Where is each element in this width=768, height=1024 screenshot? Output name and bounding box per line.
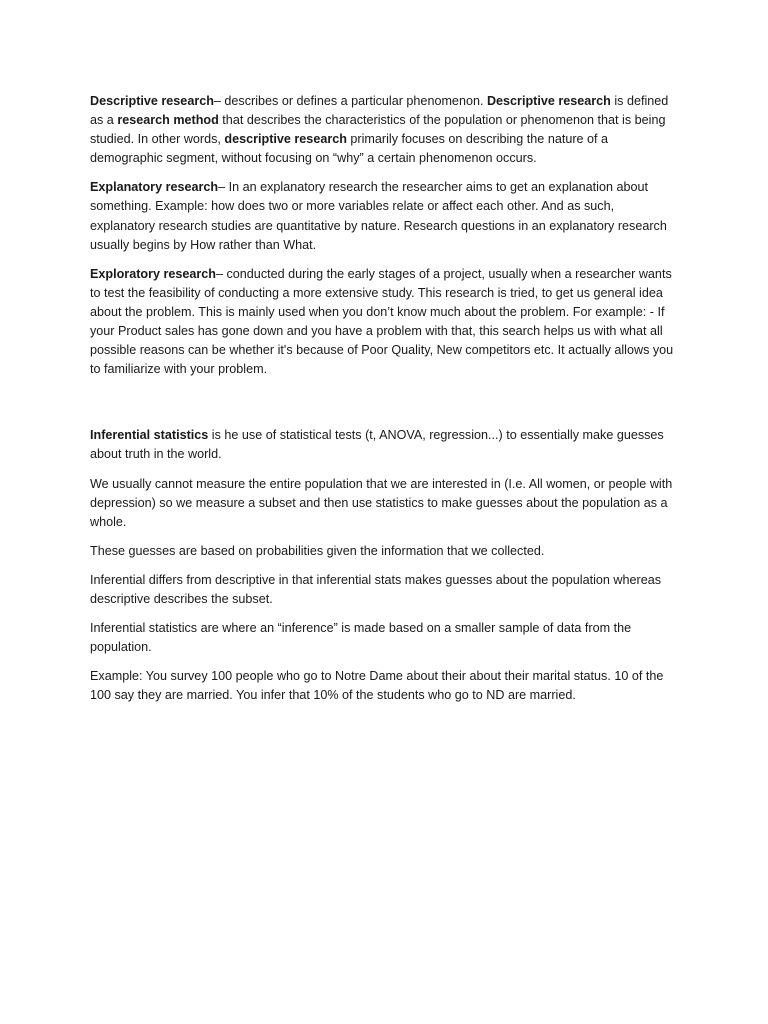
inference-definition-paragraph: Inferential statistics are where an “inference” is made based on a smaller sample of data from the population. — [90, 621, 632, 655]
explanatory-research-text: – In an explanatory research the researcher aims to get an explanation about something. Example: how does two or more variables relate or affect each other. And as such, explanatory research studies are quantitative by nature. Research questions in an explanatory research usually begins by How rather than What. — [90, 180, 667, 252]
population-subset-paragraph: We usually cannot measure the entire population that we are interested in (I.e. All women, or people with depression) so we measure a subset and then use statistics to make guesses about the population as a whole. — [90, 476, 673, 529]
descriptive-research-paragraph — [90, 92, 680, 168]
research-method-term: research method — [117, 113, 219, 128]
inferential-statistics-text: is he use of statistical tests (t, ANOVA, regression...) to essentially make guesses about truth in the world. — [90, 428, 664, 462]
descriptive-research-text-3: that describes the characteristics of the population or phenomenon that is being studied. In other words, — [90, 113, 666, 147]
explanatory-research-paragraph — [90, 178, 680, 254]
descriptive-research-text-4: primarily focuses on describing the nature of a demographic segment, without focusing on “why” a certain phenomenon occurs. — [90, 132, 609, 166]
explanatory-research-term: Explanatory research — [90, 180, 219, 195]
section-spacer — [90, 389, 680, 426]
descriptive-research-term: Descriptive research — [90, 94, 214, 108]
inferential-statistics-paragraph — [90, 426, 680, 464]
inferential-vs-descriptive-paragraph: Inferential differs from descriptive in that inferential stats makes guesses about the population whereas descriptive describes the subset. — [90, 572, 661, 606]
exploratory-research-text: – conducted during the early stages of a project, usually when a researcher wants to test the feasibility of conducting a more extensive study. This research is tried, to get us general idea about the problem. This is mainly used when you don’t know much about the problem. For example: - If your Product sales has gone down and you have a problem with that, this search helps us with what all possible reasons can be whether it's because of Poor Quality, New competitors etc. It actually allows you to familiarize with your problem. — [90, 266, 674, 377]
exploratory-research-paragraph — [90, 265, 680, 380]
exploratory-research-term: Exploratory research — [90, 266, 216, 281]
descriptive-research-text-1: – describes or defines a particular phenomenon. — [213, 94, 487, 108]
notre-dame-example-paragraph: Example: You survey 100 people who go to Notre Dame about their about their marital status. 10 of the 100 say they are married. You infer that 10% of the students who go to ND are married. — [90, 669, 664, 703]
descriptive-research-text-2: is defined as a — [90, 94, 669, 128]
probabilities-paragraph: These guesses are based on probabilities given the information that we collected. — [90, 543, 545, 558]
descriptive-research-term-3: descriptive research — [224, 132, 347, 147]
descriptive-research-term-2: Descriptive research — [486, 94, 611, 108]
inferential-statistics-term: Inferential statistics — [90, 428, 209, 443]
